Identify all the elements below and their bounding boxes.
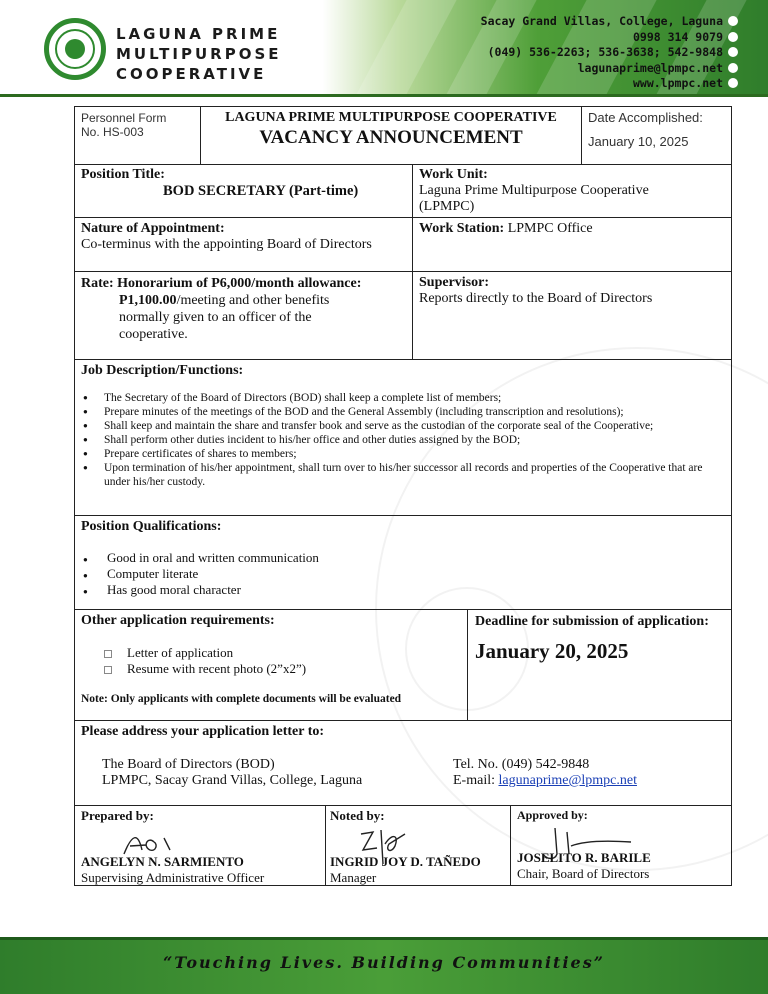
appointment-label: Nature of Appointment:	[81, 221, 225, 236]
email-icon	[728, 63, 738, 73]
prepared-by-cell	[75, 805, 325, 885]
qualification-item: ● Computer literate	[107, 566, 725, 582]
mobile-text: 0998 314 9079	[632, 29, 723, 44]
cooperative-name-line: COOPERATIVE	[116, 65, 267, 83]
requirements-label: Other application requirements:	[81, 613, 275, 628]
approved-by-label: Approved by:	[517, 808, 588, 822]
prepared-by-name: ANGELYN N. SARMIENTO	[81, 854, 244, 869]
prepared-by-title: Supervising Administrative Officer	[81, 870, 265, 885]
globe-icon	[728, 78, 738, 88]
qualifications-label: Position Qualifications:	[81, 519, 222, 534]
cooperative-name-line: MULTIPURPOSE	[116, 45, 282, 63]
position-title-value: BOD SECRETARY (Part-time)	[163, 183, 359, 199]
approved-by-name: JOSELITO R. BARILE	[517, 850, 651, 865]
job-item: ● Shall keep and maintain the share and transfer book and serve as the custodian of the corporate seal of the Cooperative;	[104, 419, 725, 433]
logo-core	[65, 39, 85, 59]
requirement-item: Resume with recent photo (2”x2”)	[127, 661, 461, 677]
approved-by-title: Chair, Board of Directors	[517, 866, 650, 881]
title-block	[200, 107, 581, 164]
org-title: LAGUNA PRIME MULTIPURPOSE COOPERATIVE	[225, 110, 557, 125]
telephone-number: Tel. No. (049) 542-9848	[453, 757, 590, 772]
job-item: ● Prepare minutes of the meetings of the BOD and the General Assembly (including transcription and resolutions);	[104, 405, 725, 419]
job-description-label: Job Description/Functions:	[81, 363, 244, 378]
work-station-label: Work Station:	[419, 221, 505, 236]
telephone-icon	[728, 47, 738, 57]
job-description-cell	[75, 359, 731, 515]
website-text: www.lpmpc.net	[632, 76, 723, 90]
rate-line-2: /meeting and other benefits	[176, 293, 330, 308]
supervisor-label: Supervisor:	[419, 275, 489, 290]
rate-line-1: Honorarium of P6,000/month allowance:	[117, 276, 362, 291]
noted-by-label: Noted by:	[330, 808, 385, 823]
approved-by-cell	[510, 805, 731, 885]
job-description-list	[81, 391, 725, 489]
date-value: January 10, 2025	[588, 134, 689, 149]
email-label: E-mail:	[453, 773, 495, 788]
logo-ring	[55, 29, 95, 69]
work-unit-line: Laguna Prime Multipurpose Cooperative	[419, 183, 649, 198]
location-pin-icon	[728, 16, 738, 26]
form-number	[75, 107, 200, 164]
phone-text: (049) 536-2263; 536-3638; 542-9848	[487, 45, 723, 59]
cooperative-logo	[44, 18, 106, 80]
letterhead	[0, 0, 768, 94]
form-number-line: No. HS-003	[81, 125, 144, 139]
requirement-item: Letter of application	[127, 645, 461, 661]
position-title-label: Position Title:	[81, 167, 165, 182]
rate-label: Rate:	[81, 276, 114, 291]
work-unit-label: Work Unit:	[419, 167, 488, 182]
work-unit-line: (LPMPC)	[419, 199, 475, 214]
cooperative-name-line: LAGUNA PRIME	[116, 25, 281, 43]
job-item: ● Shall perform other duties incident to his/her office and other duties assigned by the BOD;	[104, 433, 725, 447]
qualifications-cell	[75, 515, 731, 609]
mobile-phone-icon	[728, 32, 738, 42]
qualification-item: ● Has good moral character	[107, 582, 725, 598]
address-line	[481, 14, 738, 30]
requirements-note: Note: Only applicants with complete documents will be evaluated	[81, 693, 402, 705]
form-number-line: Personnel Form	[81, 111, 167, 125]
address-line: The Board of Directors (BOD)	[102, 757, 275, 772]
address-cell	[75, 720, 731, 805]
position-title-cell	[75, 164, 412, 217]
vacancy-form	[74, 106, 732, 886]
noted-by-cell	[325, 805, 510, 885]
date-label: Date Accomplished:	[588, 110, 703, 125]
phone-line	[481, 45, 738, 61]
deadline-cell	[467, 609, 731, 720]
job-item: ● Prepare certificates of shares to members;	[104, 447, 725, 461]
appointment-value: Co-terminus with the appointing Board of Directors	[81, 237, 372, 252]
document-title: VACANCY ANNOUNCEMENT	[259, 127, 523, 148]
mobile-line	[481, 30, 738, 46]
deadline-label: Deadline for submission of application:	[475, 614, 709, 629]
prepared-by-label: Prepared by:	[81, 808, 154, 823]
job-item: ● The Secretary of the Board of Directors (BOD) shall keep a complete list of members;	[104, 391, 725, 405]
noted-by-title: Manager	[330, 870, 377, 885]
header-divider	[0, 94, 768, 97]
date-accomplished	[581, 107, 731, 164]
header-stripe	[343, 0, 467, 94]
rate-line-3: normally given to an officer of the	[119, 310, 312, 325]
email-text: lagunaprime@lpmpc.net	[577, 60, 723, 75]
work-unit-cell	[412, 164, 731, 217]
address-line: LPMPC, Sacay Grand Villas, College, Laguna	[102, 773, 363, 788]
cooperative-name	[116, 24, 282, 84]
footer-tagline: “Touching Lives. Building Communities”	[163, 953, 605, 972]
noted-by-name: INGRID JOY D. TAÑEDO	[330, 854, 481, 869]
email-link[interactable]: lagunaprime@lpmpc.net	[498, 773, 637, 788]
requirements-cell	[75, 609, 467, 720]
work-station-cell	[412, 217, 731, 271]
contact-block	[481, 14, 738, 92]
qualifications-list	[81, 550, 725, 598]
contact-info	[453, 757, 637, 789]
deadline-value: January 20, 2025	[475, 639, 629, 663]
supervisor-cell	[412, 271, 731, 359]
job-item: ● Upon termination of his/her appointment, shall turn over to his/her successor all records and properties of the Cooperative that are under his/her custody.	[104, 461, 725, 489]
qualification-item: ● Good in oral and written communication	[107, 550, 725, 566]
address-label: Please address your application letter to:	[81, 724, 325, 739]
supervisor-value: Reports directly to the Board of Directors	[419, 291, 653, 306]
requirements-list	[81, 645, 461, 677]
rate-line-4: cooperative.	[119, 327, 188, 342]
rate-per-meeting: P1,100.00	[119, 293, 177, 308]
work-station-value: LPMPC Office	[507, 221, 593, 236]
address-block	[102, 757, 362, 789]
rate-cell	[75, 271, 412, 359]
email-line	[481, 61, 738, 77]
address-text: Sacay Grand Villas, College, Laguna	[480, 14, 723, 28]
appointment-cell	[75, 217, 412, 271]
website-line	[481, 76, 738, 92]
